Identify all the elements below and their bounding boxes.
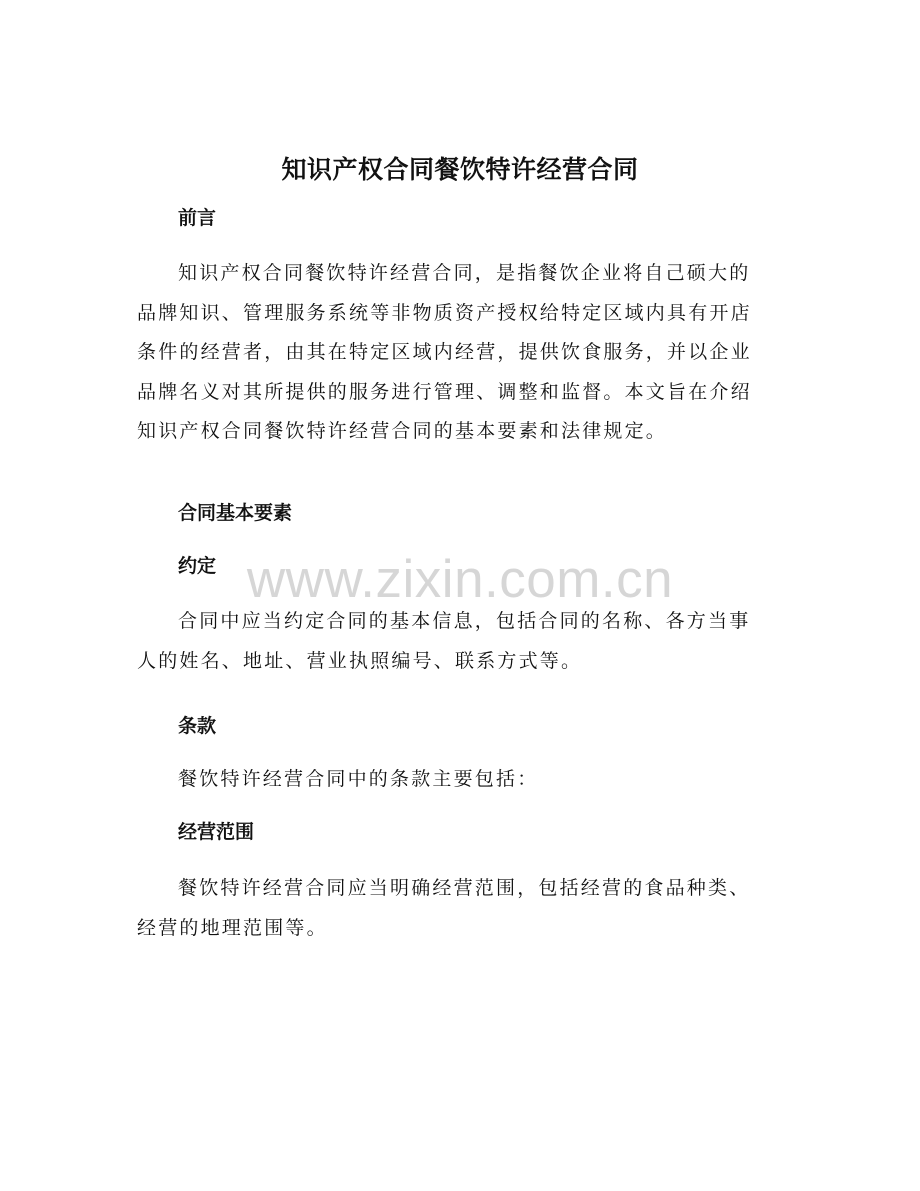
section-heading-preface: 前言 [178,207,217,229]
section-heading-basic-elements: 合同基本要素 [178,502,293,524]
section-heading-scope: 经营范围 [178,821,255,843]
section-heading-clauses: 条款 [178,715,217,737]
paragraph-agreement: 合同中应当约定合同的基本信息，包括合同的名称、各方当事人的姓名、地址、营业执照编号、联系方式等。 [137,610,751,672]
paragraph-preface: 知识产权合同餐饮特许经营合同，是指餐饮企业将自己硕大的品牌知识、管理服务系统等非物质资产授权给特定区域内具有开店条件的经营者，由其在特定区域内经营，提供饮食服务，并以企业品牌名义对其所提供的服务进行管理、调整和监督。本文旨在介绍知识产权合同餐饮特许经营合同的基本要素和法律规定。 [137,262,752,442]
section-heading-agreement: 约定 [178,555,217,577]
paragraph-scope: 餐饮特许经营合同应当明确经营范围，包括经营的食品种类、经营的地理范围等。 [137,877,751,939]
paragraph-clauses: 餐饮特许经营合同中的条款主要包括： [178,768,539,790]
document-title: 知识产权合同餐饮特许经营合同 [281,155,639,184]
watermark: www.zixin.com.cn [246,550,674,609]
